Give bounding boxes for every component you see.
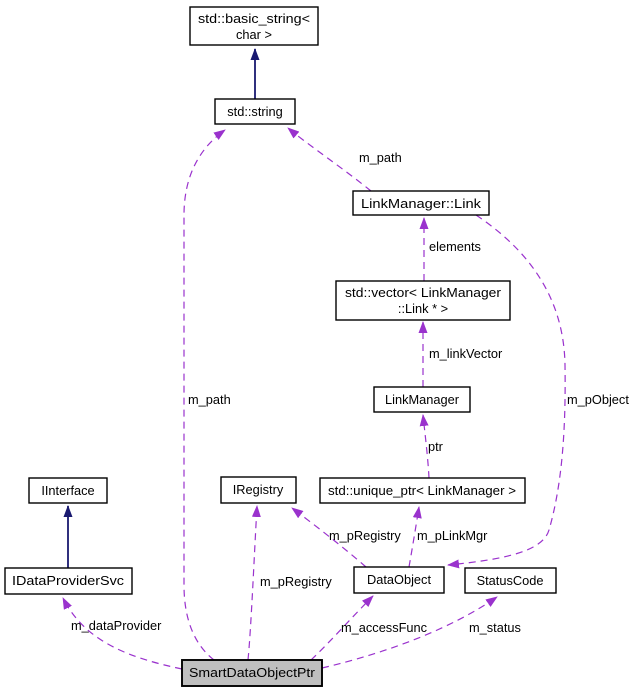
node-dataobject-label: DataObject	[366, 572, 432, 587]
node-idataprovidersvc[interactable]	[5, 568, 132, 594]
node-smartdataobjectptr[interactable]	[182, 660, 322, 686]
node-std-vector-link[interactable]	[336, 281, 510, 320]
edge-label-m-pobject: m_pObject	[567, 392, 629, 407]
node-linkmanager-link[interactable]	[353, 191, 489, 215]
edge-label-m-accessfunc: m_accessFunc	[341, 620, 428, 635]
node-std-string[interactable]	[215, 99, 295, 124]
node-std-vector-link-label-line2: ::Link * >	[397, 301, 449, 316]
node-std-basic-string-label-line2: char >	[236, 27, 272, 42]
node-linkmanager-label: LinkManager	[385, 392, 459, 407]
node-statuscode[interactable]	[465, 568, 556, 593]
edge-label-m-path-link: m_path	[359, 150, 402, 165]
edge-label-m-dataprovider: m_dataProvider	[71, 618, 162, 633]
node-std-basic-string-label-line1: std::basic_string<	[198, 11, 310, 26]
edge-label-m-pregistry-dataobject: m_pRegistry	[329, 528, 401, 543]
edge-label-m-status: m_status	[469, 620, 521, 635]
node-idataprovidersvc-label: IDataProviderSvc	[12, 573, 125, 588]
edge-label-elements: elements	[429, 239, 481, 254]
node-linkmanager[interactable]	[374, 387, 470, 412]
edge-label-ptr: ptr	[428, 439, 443, 454]
node-iregistry[interactable]	[221, 477, 296, 503]
node-std-unique-ptr-label: std::unique_ptr< LinkManager >	[328, 483, 516, 498]
node-dataobject[interactable]	[354, 567, 444, 593]
edge-label-m-plinkmgr: m_pLinkMgr	[417, 528, 488, 543]
edge-label-m-linkvector: m_linkVector	[429, 346, 503, 361]
node-linkmanager-link-label: LinkManager::Link	[361, 196, 482, 211]
node-statuscode-label: StatusCode	[476, 573, 544, 588]
node-iregistry-label: IRegistry	[232, 482, 284, 497]
edge-label-m-path-smart: m_path	[188, 392, 231, 407]
node-std-unique-ptr[interactable]	[320, 478, 525, 503]
edge-label-m-pregistry-smart: m_pRegistry	[260, 574, 332, 589]
node-smartdataobjectptr-label: SmartDataObjectPtr	[189, 665, 316, 680]
node-iinterface-label: IInterface	[41, 483, 95, 498]
edge-usage-smart-iregistry-m-pregistry	[248, 506, 257, 660]
node-std-basic-string[interactable]	[190, 7, 318, 45]
edge-usage-smart-idataprovidersvc-m-dataprovider	[63, 598, 182, 669]
node-iinterface[interactable]	[29, 478, 107, 503]
node-std-vector-link-label-line1: std::vector< LinkManager	[345, 285, 502, 300]
node-std-string-label: std::string	[227, 104, 283, 119]
